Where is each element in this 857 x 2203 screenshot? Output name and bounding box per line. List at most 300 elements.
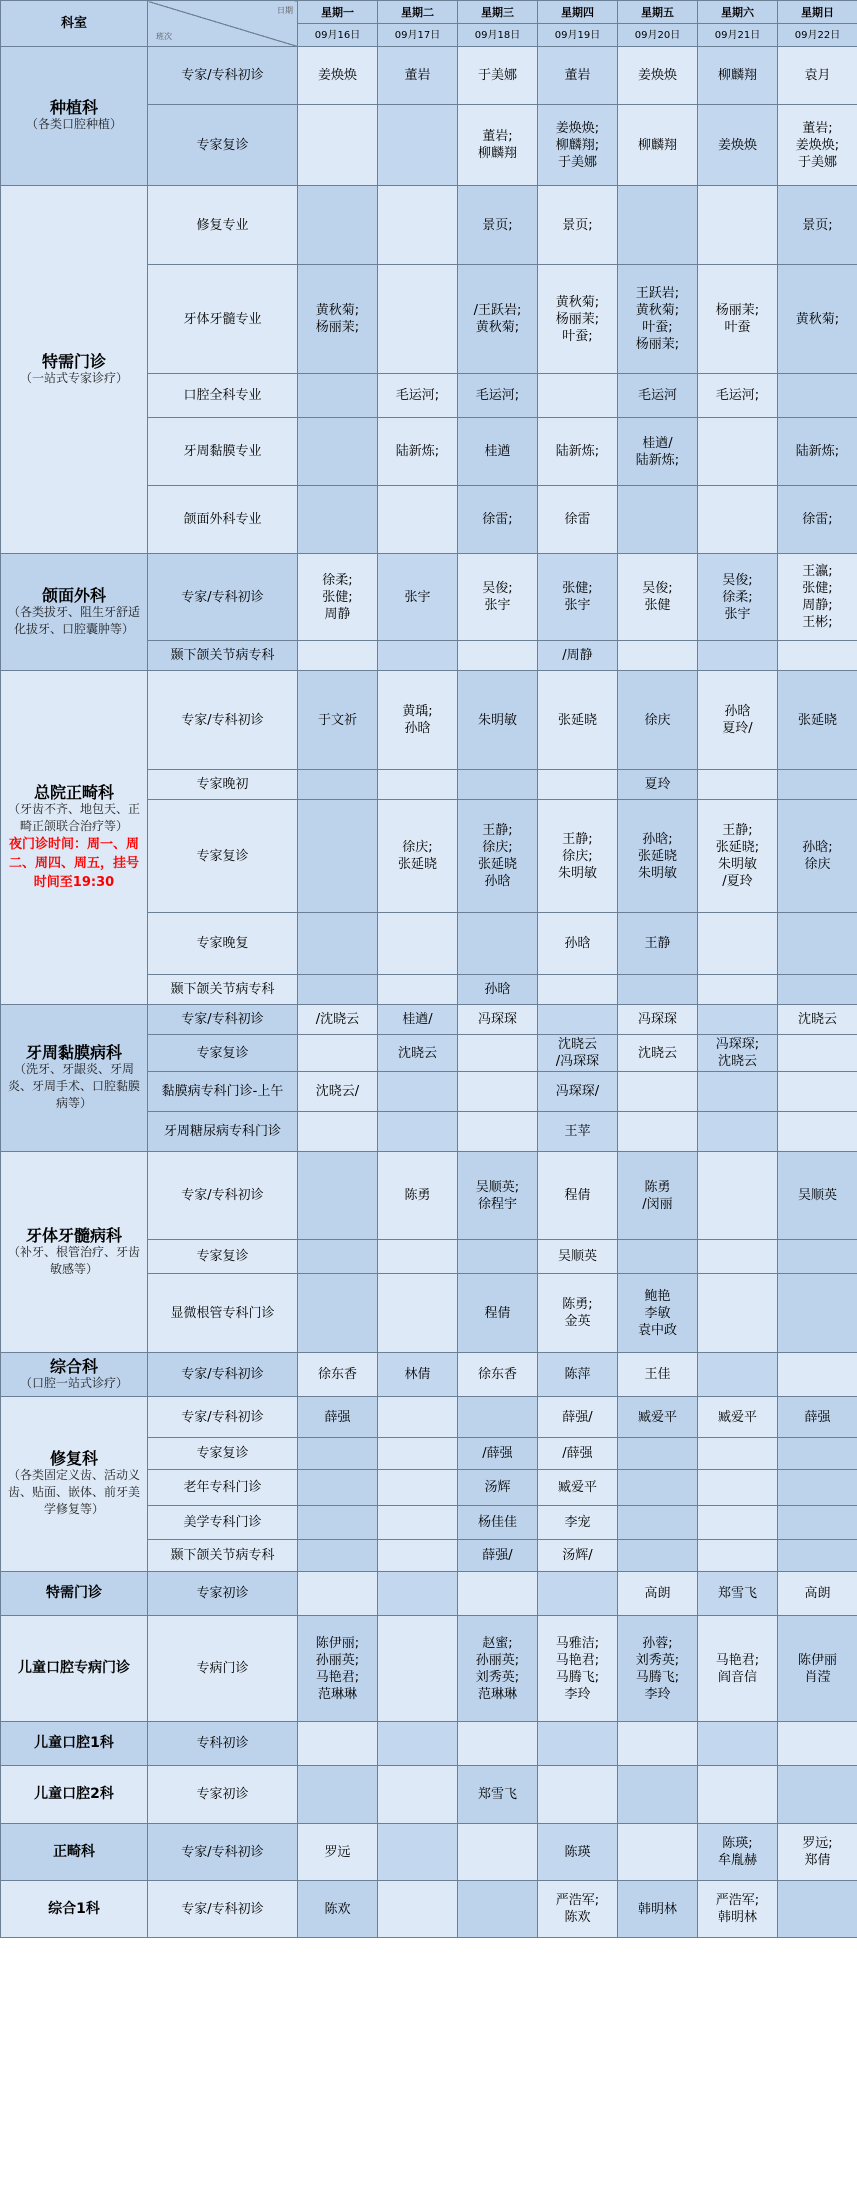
doctor-cell: 沈晓云 bbox=[618, 1035, 698, 1072]
doctor-cell bbox=[778, 1240, 857, 1274]
doctor-cell: 陈伊丽; 孙丽英; 马艳君; 范琳琳 bbox=[298, 1616, 378, 1722]
doctor-cell: 姜焕焕 bbox=[618, 47, 698, 105]
clinic-type: 专家初诊 bbox=[148, 1572, 298, 1616]
clinic-type: 专家/专科初诊 bbox=[148, 1397, 298, 1438]
doctor-cell: 王静 bbox=[618, 913, 698, 975]
clinic-type: 专家复诊 bbox=[148, 105, 298, 186]
doctor-cell: 杨丽茉; 叶蚕 bbox=[698, 265, 778, 374]
doctor-cell bbox=[778, 1722, 857, 1766]
doctor-cell: 孙晗; 徐庆 bbox=[778, 800, 857, 913]
doctor-cell: 冯琛琛/ bbox=[538, 1072, 618, 1112]
doctor-cell bbox=[618, 975, 698, 1005]
clinic-type: 颞下颌关节病专科 bbox=[148, 641, 298, 671]
doctor-cell: 冯琛琛 bbox=[458, 1005, 538, 1035]
doctor-cell: 徐雷; bbox=[778, 486, 857, 554]
doctor-cell bbox=[298, 975, 378, 1005]
doctor-cell: /王跃岩; 黄秋菊; bbox=[458, 265, 538, 374]
doctor-cell bbox=[778, 1470, 857, 1506]
dept-name: 综合科 bbox=[49, 1356, 98, 1376]
doctor-cell: 姜焕焕 bbox=[698, 105, 778, 186]
doctor-cell: 徐庆; 张延晓 bbox=[378, 800, 458, 913]
dept-name: 儿童口腔专病门诊 bbox=[18, 1660, 130, 1676]
doctor-cell: 薛强/ bbox=[458, 1540, 538, 1572]
dept-name: 正畸科 bbox=[53, 1843, 95, 1860]
dept-name: 牙体牙髓病科 bbox=[25, 1225, 122, 1245]
doctor-cell: 桂遒/ 陆新炼; bbox=[618, 418, 698, 486]
dept-cell bbox=[1, 1616, 148, 1722]
doctor-cell bbox=[298, 105, 378, 186]
doctor-cell: 景页; bbox=[778, 186, 857, 265]
doctor-cell bbox=[698, 418, 778, 486]
doctor-cell: 严浩军; 韩明林 bbox=[698, 1881, 778, 1938]
doctor-cell bbox=[298, 1572, 378, 1616]
doctor-cell bbox=[698, 486, 778, 554]
date-header: 09月19日 bbox=[538, 24, 618, 47]
doctor-cell: 吴俊; 张健 bbox=[618, 554, 698, 641]
doctor-cell bbox=[778, 1438, 857, 1470]
clinic-type: 美学专科门诊 bbox=[148, 1506, 298, 1540]
doctor-cell: 吴俊; 张宇 bbox=[458, 554, 538, 641]
clinic-type: 专家晚初 bbox=[148, 770, 298, 800]
dept-name: 修复科 bbox=[49, 1449, 98, 1468]
table-row bbox=[1, 1005, 857, 1035]
weekday-header: 星期六 bbox=[698, 1, 778, 24]
doctor-cell: 严浩军; 陈欢 bbox=[538, 1881, 618, 1938]
doctor-cell: 陈萍 bbox=[538, 1353, 618, 1397]
clinic-type: 专家晚复 bbox=[148, 913, 298, 975]
weekday-header: 星期五 bbox=[618, 1, 698, 24]
doctor-cell bbox=[458, 1072, 538, 1112]
doctor-cell bbox=[698, 913, 778, 975]
doctor-cell bbox=[698, 1152, 778, 1240]
doctor-cell bbox=[778, 1035, 857, 1072]
doctor-cell bbox=[458, 1824, 538, 1881]
dept-note: （各类固定义齿、活动义齿、贴面、嵌体、前牙美学修复等） bbox=[7, 1468, 140, 1516]
doctor-cell bbox=[298, 800, 378, 913]
doctor-cell: 王静; 徐庆; 朱明敏 bbox=[538, 800, 618, 913]
doctor-cell: 徐柔; 张健; 周静 bbox=[298, 554, 378, 641]
doctor-cell bbox=[538, 1766, 618, 1824]
doctor-cell: 孙蓉; 刘秀英; 马腾飞; 李玲 bbox=[618, 1616, 698, 1722]
dept-cell bbox=[1, 1824, 148, 1881]
doctor-cell bbox=[378, 1112, 458, 1152]
doctor-cell: 郑雪飞 bbox=[698, 1572, 778, 1616]
doctor-cell: 冯琛琛; 沈晓云 bbox=[698, 1035, 778, 1072]
doctor-cell bbox=[618, 1240, 698, 1274]
doctor-cell bbox=[298, 913, 378, 975]
doctor-cell: 陆新炼; bbox=[778, 418, 857, 486]
doctor-cell: 夏玲 bbox=[618, 770, 698, 800]
doctor-cell: 陈伊丽 肖滢 bbox=[778, 1616, 857, 1722]
doctor-cell bbox=[698, 641, 778, 671]
doctor-cell bbox=[618, 186, 698, 265]
table-row bbox=[1, 1572, 857, 1616]
weekday-header: 星期三 bbox=[458, 1, 538, 24]
dept-column-header: 科室 bbox=[1, 1, 148, 47]
date-header: 09月17日 bbox=[378, 24, 458, 47]
doctor-cell bbox=[618, 1506, 698, 1540]
doctor-cell: 吴顺英 bbox=[538, 1240, 618, 1274]
doctor-cell bbox=[618, 1540, 698, 1572]
doctor-cell bbox=[618, 1072, 698, 1112]
doctor-cell: 高朗 bbox=[618, 1572, 698, 1616]
doctor-cell: 董岩 bbox=[538, 47, 618, 105]
doctor-cell bbox=[538, 770, 618, 800]
doctor-cell bbox=[698, 1722, 778, 1766]
doctor-cell bbox=[378, 186, 458, 265]
dept-name: 种植科 bbox=[49, 98, 98, 117]
doctor-cell bbox=[378, 1766, 458, 1824]
table-row bbox=[1, 47, 857, 105]
table-row bbox=[1, 1616, 857, 1722]
doctor-cell bbox=[538, 975, 618, 1005]
doctor-cell: 陈瑛 bbox=[538, 1824, 618, 1881]
doctor-cell: 孙晗; 张延晓 朱明敏 bbox=[618, 800, 698, 913]
doctor-cell: /薛强 bbox=[458, 1438, 538, 1470]
doctor-cell: 景页; bbox=[458, 186, 538, 265]
doctor-cell bbox=[298, 1438, 378, 1470]
doctor-cell: 臧爱平 bbox=[698, 1397, 778, 1438]
doctor-cell: 桂遒/ bbox=[378, 1005, 458, 1035]
dept-name: 综合1科 bbox=[48, 1900, 100, 1917]
clinic-type: 专家复诊 bbox=[148, 1035, 298, 1072]
date-header: 09月22日 bbox=[778, 24, 857, 47]
doctor-cell bbox=[698, 1506, 778, 1540]
doctor-cell: 徐东香 bbox=[298, 1353, 378, 1397]
doctor-cell bbox=[378, 641, 458, 671]
doctor-cell: 徐雷; bbox=[458, 486, 538, 554]
doctor-cell bbox=[538, 1572, 618, 1616]
doctor-cell: 臧爱平 bbox=[618, 1397, 698, 1438]
doctor-cell: /薛强 bbox=[538, 1438, 618, 1470]
doctor-cell bbox=[298, 418, 378, 486]
clinic-type: 牙周糖尿病专科门诊 bbox=[148, 1112, 298, 1152]
clinic-type: 专家/专科初诊 bbox=[148, 671, 298, 770]
doctor-cell: 黄秋菊; bbox=[778, 265, 857, 374]
doctor-cell bbox=[458, 641, 538, 671]
doctor-cell bbox=[618, 641, 698, 671]
doctor-cell bbox=[698, 1112, 778, 1152]
doctor-cell: 李宠 bbox=[538, 1506, 618, 1540]
doctor-cell: 于美娜 bbox=[458, 47, 538, 105]
doctor-cell: 张延晓 bbox=[538, 671, 618, 770]
doctor-cell bbox=[378, 1240, 458, 1274]
doctor-cell bbox=[298, 1274, 378, 1353]
doctor-cell bbox=[378, 1470, 458, 1506]
doctor-cell bbox=[378, 486, 458, 554]
doctor-cell: 马艳君; 阎音信 bbox=[698, 1616, 778, 1722]
doctor-cell bbox=[298, 1152, 378, 1240]
doctor-cell bbox=[298, 1766, 378, 1824]
doctor-cell bbox=[618, 1722, 698, 1766]
table-row bbox=[1, 1353, 857, 1397]
clinic-type: 专家复诊 bbox=[148, 1438, 298, 1470]
doctor-cell: 沈晓云/ bbox=[298, 1072, 378, 1112]
doctor-cell bbox=[778, 1274, 857, 1353]
clinic-type: 牙周黏膜专业 bbox=[148, 418, 298, 486]
doctor-cell: 朱明敏 bbox=[458, 671, 538, 770]
doctor-cell bbox=[458, 1035, 538, 1072]
dept-name: 牙周黏膜病科 bbox=[25, 1043, 122, 1062]
doctor-cell: 吴俊; 徐柔; 张宇 bbox=[698, 554, 778, 641]
doctor-cell bbox=[618, 1470, 698, 1506]
corner-diagonal-header bbox=[148, 1, 298, 47]
date-header: 09月16日 bbox=[298, 24, 378, 47]
doctor-cell: 陆新炼; bbox=[538, 418, 618, 486]
dept-cell bbox=[1, 186, 148, 554]
clinic-type: 专家/专科初诊 bbox=[148, 47, 298, 105]
clinic-type: 口腔全科专业 bbox=[148, 374, 298, 418]
doctor-cell bbox=[298, 1722, 378, 1766]
doctor-cell bbox=[298, 1240, 378, 1274]
doctor-cell: 沈晓云 bbox=[378, 1035, 458, 1072]
doctor-cell bbox=[698, 1353, 778, 1397]
clinic-type: 颌面外科专业 bbox=[148, 486, 298, 554]
dept-cell bbox=[1, 554, 148, 671]
dept-cell bbox=[1, 1722, 148, 1766]
dept-name: 儿童口腔2科 bbox=[34, 1786, 114, 1802]
clinic-type: 专科初诊 bbox=[148, 1722, 298, 1766]
dept-name: 特需门诊 bbox=[41, 351, 106, 371]
doctor-cell bbox=[618, 1824, 698, 1881]
doctor-cell bbox=[698, 1438, 778, 1470]
doctor-cell: /周静 bbox=[538, 641, 618, 671]
doctor-cell: 汤辉/ bbox=[538, 1540, 618, 1572]
doctor-cell: 鲍艳 李敏 袁中政 bbox=[618, 1274, 698, 1353]
doctor-cell bbox=[698, 975, 778, 1005]
doctor-cell bbox=[458, 1572, 538, 1616]
clinic-type: 专家/专科初诊 bbox=[148, 554, 298, 641]
doctor-cell: 董岩; 柳麟翔 bbox=[458, 105, 538, 186]
corner-date-label: 日期 bbox=[277, 6, 293, 15]
doctor-cell bbox=[378, 1572, 458, 1616]
table-row bbox=[1, 554, 857, 641]
doctor-cell: 张延晓 bbox=[778, 671, 857, 770]
doctor-cell: 韩明林 bbox=[618, 1881, 698, 1938]
doctor-cell bbox=[378, 1540, 458, 1572]
doctor-cell: 汤辉 bbox=[458, 1470, 538, 1506]
doctor-cell bbox=[778, 1881, 857, 1938]
doctor-cell bbox=[778, 1353, 857, 1397]
dept-cell bbox=[1, 1766, 148, 1824]
clinic-type: 专家/专科初诊 bbox=[148, 1881, 298, 1938]
doctor-cell: 景页; bbox=[538, 186, 618, 265]
date-header: 09月21日 bbox=[698, 24, 778, 47]
table-row bbox=[1, 1397, 857, 1438]
dept-cell bbox=[1, 1572, 148, 1616]
doctor-cell bbox=[378, 975, 458, 1005]
doctor-cell: 陈勇 /闵丽 bbox=[618, 1152, 698, 1240]
doctor-cell bbox=[378, 1881, 458, 1938]
doctor-cell: /沈晓云 bbox=[298, 1005, 378, 1035]
doctor-cell: 毛运河; bbox=[458, 374, 538, 418]
clinic-type: 专家/专科初诊 bbox=[148, 1824, 298, 1881]
doctor-cell: 马雅洁; 马艳君; 马腾飞; 李玲 bbox=[538, 1616, 618, 1722]
header-weekday-row bbox=[1, 1, 857, 24]
date-header: 09月18日 bbox=[458, 24, 538, 47]
doctor-cell bbox=[378, 1397, 458, 1438]
doctor-cell: 王静; 徐庆; 张延晓 孙晗 bbox=[458, 800, 538, 913]
doctor-cell: 冯琛琛 bbox=[618, 1005, 698, 1035]
clinic-type: 修复专业 bbox=[148, 186, 298, 265]
doctor-cell: 杨佳佳 bbox=[458, 1506, 538, 1540]
doctor-cell: 陆新炼; bbox=[378, 418, 458, 486]
clinic-type: 老年专科门诊 bbox=[148, 1470, 298, 1506]
weekday-header: 星期日 bbox=[778, 1, 857, 24]
doctor-cell bbox=[538, 374, 618, 418]
doctor-cell bbox=[298, 770, 378, 800]
doctor-cell bbox=[298, 186, 378, 265]
doctor-cell: 袁月 bbox=[778, 47, 857, 105]
doctor-cell: 陈瑛; 牟胤赫 bbox=[698, 1824, 778, 1881]
doctor-cell: 毛运河; bbox=[378, 374, 458, 418]
clinic-type: 专家/专科初诊 bbox=[148, 1152, 298, 1240]
weekday-header: 星期一 bbox=[298, 1, 378, 24]
weekday-header: 星期四 bbox=[538, 1, 618, 24]
doctor-cell bbox=[378, 1616, 458, 1722]
doctor-cell: 王瀛; 张健; 周静; 王彬; bbox=[778, 554, 857, 641]
doctor-cell: 沈晓云 bbox=[778, 1005, 857, 1035]
dept-note: （一站式专家诊疗） bbox=[19, 370, 128, 385]
doctor-cell bbox=[538, 1005, 618, 1035]
clinic-type: 牙体牙髓专业 bbox=[148, 265, 298, 374]
doctor-cell: 程倩 bbox=[458, 1274, 538, 1353]
doctor-cell: 徐东香 bbox=[458, 1353, 538, 1397]
doctor-cell bbox=[458, 1881, 538, 1938]
schedule-body bbox=[1, 1, 857, 1938]
doctor-cell bbox=[618, 1438, 698, 1470]
doctor-cell bbox=[778, 1112, 857, 1152]
doctor-cell bbox=[618, 1112, 698, 1152]
doctor-cell: 陈勇 bbox=[378, 1152, 458, 1240]
doctor-cell bbox=[458, 913, 538, 975]
doctor-cell: 郑雪飞 bbox=[458, 1766, 538, 1824]
dept-note: （各类口腔种植） bbox=[25, 117, 122, 131]
doctor-cell: 王苹 bbox=[538, 1112, 618, 1152]
dept-note: （牙齿不齐、地包天、正畸正颌联合治疗等） bbox=[7, 801, 140, 833]
doctor-cell bbox=[378, 1438, 458, 1470]
doctor-cell bbox=[538, 1722, 618, 1766]
doctor-cell: 柳麟翔 bbox=[698, 47, 778, 105]
doctor-cell bbox=[618, 486, 698, 554]
doctor-cell: 黄秋菊; 杨丽茉; 叶蚕; bbox=[538, 265, 618, 374]
doctor-cell: 姜焕焕 bbox=[298, 47, 378, 105]
doctor-cell bbox=[618, 1766, 698, 1824]
clinic-type: 专家复诊 bbox=[148, 800, 298, 913]
doctor-cell bbox=[378, 105, 458, 186]
doctor-cell: 柳麟翔 bbox=[618, 105, 698, 186]
doctor-cell bbox=[698, 1274, 778, 1353]
doctor-cell: 徐庆 bbox=[618, 671, 698, 770]
doctor-cell bbox=[458, 770, 538, 800]
dept-cell bbox=[1, 47, 148, 186]
doctor-cell: 张宇 bbox=[378, 554, 458, 641]
doctor-cell: 陈欢 bbox=[298, 1881, 378, 1938]
clinic-type: 专家复诊 bbox=[148, 1240, 298, 1274]
doctor-cell bbox=[378, 770, 458, 800]
doctor-cell: 王静; 张延晓; 朱明敏 /夏玲 bbox=[698, 800, 778, 913]
doctor-cell: 孙晗 夏玲/ bbox=[698, 671, 778, 770]
doctor-cell bbox=[458, 1112, 538, 1152]
clinic-type: 颞下颌关节病专科 bbox=[148, 975, 298, 1005]
clinic-type: 显微根管专科门诊 bbox=[148, 1274, 298, 1353]
corner-shift-label: 班次 bbox=[156, 32, 172, 41]
weekday-header: 星期二 bbox=[378, 1, 458, 24]
doctor-cell bbox=[378, 1506, 458, 1540]
table-row bbox=[1, 1152, 857, 1240]
doctor-cell bbox=[298, 1112, 378, 1152]
doctor-cell: 薛强/ bbox=[538, 1397, 618, 1438]
doctor-cell bbox=[298, 1506, 378, 1540]
doctor-cell: 沈晓云 /冯琛琛 bbox=[538, 1035, 618, 1072]
doctor-cell: 陈勇; 金英 bbox=[538, 1274, 618, 1353]
doctor-cell bbox=[778, 770, 857, 800]
table-row bbox=[1, 1766, 857, 1824]
doctor-cell bbox=[458, 1397, 538, 1438]
doctor-cell: 吴顺英; 徐程宇 bbox=[458, 1152, 538, 1240]
doctor-cell bbox=[298, 1470, 378, 1506]
doctor-cell bbox=[378, 1824, 458, 1881]
doctor-cell bbox=[778, 1766, 857, 1824]
doctor-cell bbox=[698, 1005, 778, 1035]
clinic-type: 专家/专科初诊 bbox=[148, 1353, 298, 1397]
doctor-cell: 薛强 bbox=[778, 1397, 857, 1438]
doctor-cell: 王佳 bbox=[618, 1353, 698, 1397]
clinic-type: 专病门诊 bbox=[148, 1616, 298, 1722]
doctor-cell bbox=[378, 265, 458, 374]
doctor-cell bbox=[378, 1274, 458, 1353]
dept-note: （洗牙、牙龈炎、牙周炎、牙周手术、口腔黏膜病等） bbox=[7, 1062, 140, 1110]
doctor-cell: 罗远; 郑倩 bbox=[778, 1824, 857, 1881]
dept-name: 总院正畸科 bbox=[33, 782, 114, 802]
doctor-cell bbox=[778, 641, 857, 671]
doctor-cell: 赵蜜; 孙丽英; 刘秀英; 范琳琳 bbox=[458, 1616, 538, 1722]
doctor-cell: 姜焕焕; 柳麟翔; 于美娜 bbox=[538, 105, 618, 186]
doctor-cell bbox=[298, 486, 378, 554]
doctor-cell bbox=[298, 641, 378, 671]
dept-name: 颌面外科 bbox=[41, 585, 106, 605]
clinic-type: 黏膜病专科门诊-上午 bbox=[148, 1072, 298, 1112]
dept-name: 儿童口腔1科 bbox=[34, 1735, 114, 1751]
doctor-cell bbox=[778, 913, 857, 975]
doctor-cell: 孙晗 bbox=[538, 913, 618, 975]
doctor-cell bbox=[458, 1240, 538, 1274]
date-header: 09月20日 bbox=[618, 24, 698, 47]
doctor-cell bbox=[778, 1540, 857, 1572]
dept-night-clinic-note: 夜门诊时间：周一、周二、周四、周五，挂号时间至19:30 bbox=[8, 836, 139, 890]
doctor-cell bbox=[298, 1540, 378, 1572]
doctor-cell bbox=[778, 1072, 857, 1112]
table-row bbox=[1, 1881, 857, 1938]
doctor-cell: 张健; 张宇 bbox=[538, 554, 618, 641]
doctor-cell: 毛运河; bbox=[698, 374, 778, 418]
doctor-cell bbox=[698, 1540, 778, 1572]
doctor-cell bbox=[778, 975, 857, 1005]
doctor-cell bbox=[698, 186, 778, 265]
doctor-cell: 桂遒 bbox=[458, 418, 538, 486]
doctor-cell: 程倩 bbox=[538, 1152, 618, 1240]
table-row bbox=[1, 1824, 857, 1881]
doctor-cell: 黄瑀; 孙晗 bbox=[378, 671, 458, 770]
dept-cell bbox=[1, 1005, 148, 1152]
dept-note: （各类拔牙、阻生牙舒适化拔牙、口腔囊肿等） bbox=[7, 604, 140, 636]
doctor-cell: 王跃岩; 黄秋菊; 叶蚕; 杨丽茉; bbox=[618, 265, 698, 374]
doctor-cell bbox=[378, 913, 458, 975]
dept-note: （补牙、根管治疗、牙齿敏感等） bbox=[7, 1244, 140, 1276]
doctor-cell: 董岩 bbox=[378, 47, 458, 105]
doctor-cell: 徐雷 bbox=[538, 486, 618, 554]
dept-name: 特需门诊 bbox=[46, 1585, 102, 1601]
